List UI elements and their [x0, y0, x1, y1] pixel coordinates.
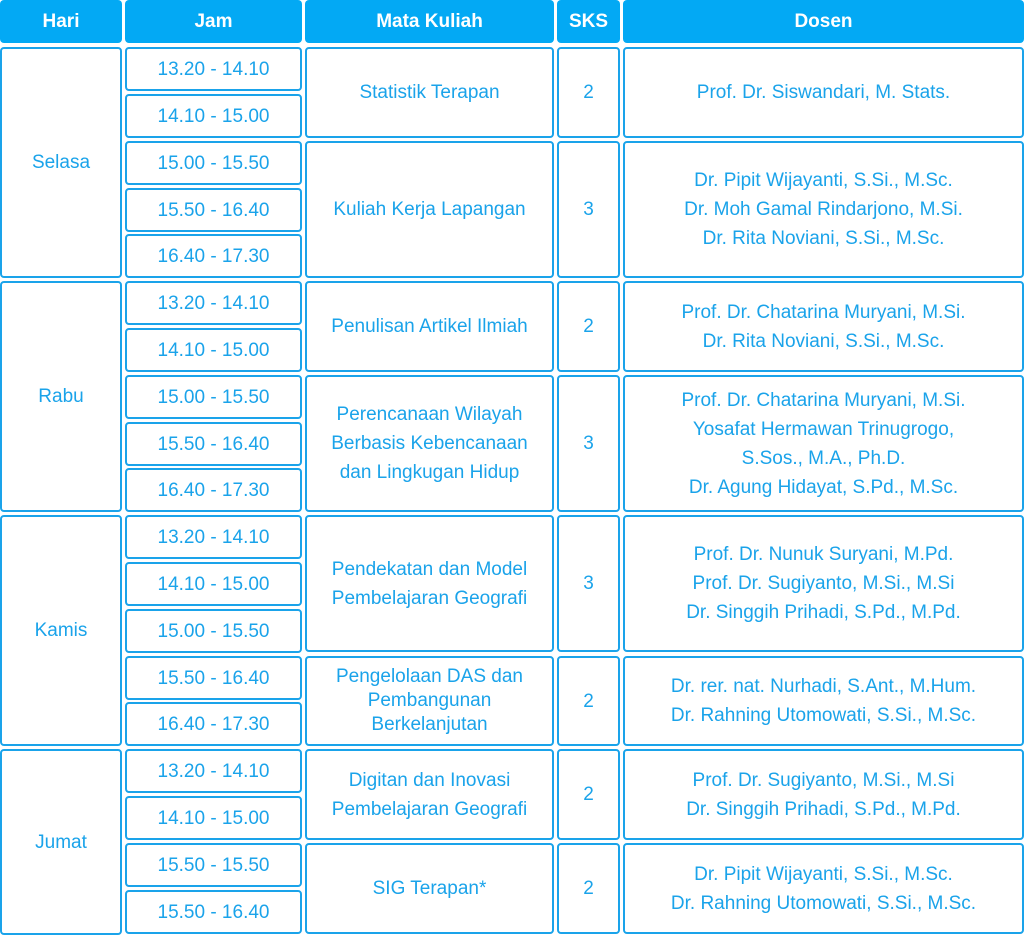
lecturer-name: Dr. Rita Noviani, S.Si., M.Sc.: [702, 228, 945, 249]
time-cell: 14.10 - 15.00: [125, 328, 302, 372]
course-name-cell: [305, 47, 554, 138]
lecturer-name: Dr. Agung Hidayat, S.Pd., M.Sc.: [688, 476, 959, 498]
sks-cell: 2: [557, 843, 620, 934]
day-cell: Kamis: [0, 515, 122, 746]
time-cell: 15.50 - 15.50: [125, 843, 302, 887]
lecturer-name: Dr. Pipit Wijayanti, S.Si., M.Sc.: [694, 170, 953, 191]
time-cell: 15.50 - 16.40: [125, 656, 302, 700]
time-cell: 15.00 - 15.50: [125, 141, 302, 185]
time-cell: 16.40 - 17.30: [125, 234, 302, 278]
sks-cell: 3: [557, 515, 620, 652]
course-name-line: SIG Terapan*: [372, 878, 487, 899]
time-cell: 13.20 - 14.10: [125, 47, 302, 91]
course-name-line: Pembangunan: [367, 690, 492, 711]
lecturer-name: Dr. rer. nat. Nurhadi, S.Ant., M.Hum.: [670, 676, 977, 697]
time-cell: 15.50 - 16.40: [125, 188, 302, 232]
time-cell: 15.50 - 16.40: [125, 890, 302, 934]
lecturer-name: Dr. Singgih Prihadi, S.Pd., M.Pd.: [686, 798, 961, 820]
time-cell: 13.20 - 14.10: [125, 281, 302, 325]
time-cell: 15.00 - 15.50: [125, 375, 302, 419]
course-name-cell: [305, 281, 554, 372]
header-mata-kuliah: Mata Kuliah: [305, 0, 554, 43]
course-name-line: Penulisan Artikel Ilmiah: [331, 316, 528, 337]
lecturer-name: Dr. Rita Noviani, S.Si., M.Sc.: [702, 330, 945, 352]
course-name-line: Berbasis Kebencanaan: [331, 433, 528, 454]
course-name-line: Berkelanjutan: [371, 714, 488, 735]
lecturer-name: S.Sos., M.A., Ph.D.: [741, 447, 906, 469]
lecturer-cell: [623, 749, 1024, 840]
header-jam: Jam: [125, 0, 302, 43]
course-name-line: Pembelajaran Geografi: [331, 798, 528, 820]
lecturer-name: Dr. Rahning Utomowati, S.Si., M.Sc.: [670, 705, 977, 726]
lecturer-name: Prof. Dr. Nunuk Suryani, M.Pd.: [693, 544, 954, 565]
course-name-cell: [305, 843, 554, 934]
lecturer-name: Dr. Rahning Utomowati, S.Si., M.Sc.: [670, 892, 977, 914]
time-cell: 16.40 - 17.30: [125, 468, 302, 512]
day-cell: Jumat: [0, 749, 122, 935]
sks-cell: 3: [557, 375, 620, 512]
course-name-line: dan Lingkugan Hidup: [339, 462, 520, 483]
course-name-cell: [305, 515, 554, 652]
time-cell: 15.00 - 15.50: [125, 609, 302, 653]
lecturer-cell: [623, 141, 1024, 278]
course-name-cell: [305, 656, 554, 746]
lecturer-name: Prof. Dr. Siswandari, M. Stats.: [696, 82, 951, 103]
header-sks: SKS: [557, 0, 620, 43]
course-name-line: Perencanaan Wilayah: [336, 404, 523, 425]
time-cell: 14.10 - 15.00: [125, 796, 302, 840]
lecturer-name: Prof. Dr. Sugiyanto, M.Si., M.Si: [692, 573, 955, 594]
lecturer-name: Dr. Moh Gamal Rindarjono, M.Si.: [684, 199, 963, 220]
day-cell: Selasa: [0, 47, 122, 278]
lecturer-cell: [623, 281, 1024, 372]
lecturer-cell: [623, 47, 1024, 138]
lecturer-cell: [623, 515, 1024, 652]
lecturer-name: Yosafat Hermawan Trinugrogo,: [692, 418, 955, 440]
header-hari: Hari: [0, 0, 122, 43]
course-name-cell: [305, 141, 554, 278]
lecturer-name: Dr. Pipit Wijayanti, S.Si., M.Sc.: [694, 863, 953, 885]
sks-cell: 2: [557, 656, 620, 746]
time-cell: 14.10 - 15.00: [125, 94, 302, 138]
time-cell: 15.50 - 16.40: [125, 422, 302, 466]
time-cell: 14.10 - 15.00: [125, 562, 302, 606]
course-name-line: Pembelajaran Geografi: [331, 587, 528, 609]
course-name-line: Digitan dan Inovasi: [348, 769, 511, 791]
lecturer-name: Dr. Singgih Prihadi, S.Pd., M.Pd.: [686, 602, 961, 623]
lecturer-cell: [623, 375, 1024, 512]
lecturer-cell: [623, 843, 1024, 934]
sks-cell: 3: [557, 141, 620, 278]
day-cell: Rabu: [0, 281, 122, 512]
sks-cell: 2: [557, 749, 620, 840]
lecturer-name: Prof. Dr. Chatarina Muryani, M.Si.: [681, 301, 966, 323]
course-name-line: Pengelolaan DAS dan: [336, 666, 523, 687]
course-name-line: Statistik Terapan: [359, 82, 500, 103]
course-name-line: Pendekatan dan Model: [331, 558, 528, 580]
sks-cell: 2: [557, 281, 620, 372]
course-name-cell: [305, 749, 554, 840]
time-cell: 13.20 - 14.10: [125, 749, 302, 793]
time-cell: 13.20 - 14.10: [125, 515, 302, 559]
lecturer-name: Prof. Dr. Sugiyanto, M.Si., M.Si: [692, 769, 955, 791]
lecturer-name: Prof. Dr. Chatarina Muryani, M.Si.: [681, 389, 966, 411]
sks-cell: 2: [557, 47, 620, 138]
time-cell: 16.40 - 17.30: [125, 702, 302, 746]
lecturer-cell: [623, 656, 1024, 746]
course-name-line: Kuliah Kerja Lapangan: [333, 199, 526, 220]
course-name-cell: [305, 375, 554, 512]
header-dosen: Dosen: [623, 0, 1024, 43]
